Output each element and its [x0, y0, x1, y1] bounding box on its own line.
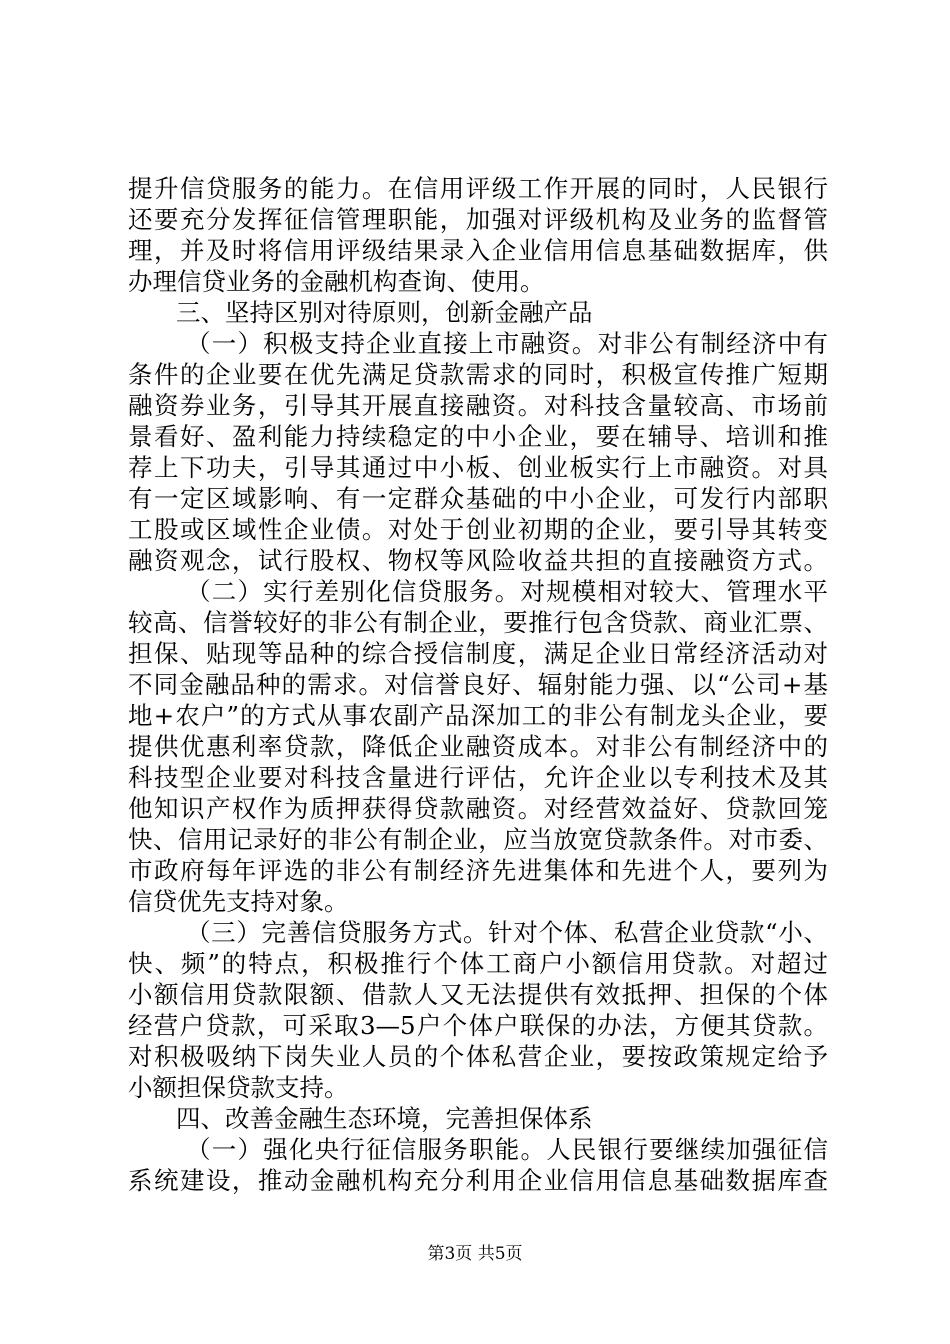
- text-line: （一）强化央行征信服务职能。人民银行要继续加强征信: [186, 1135, 828, 1164]
- text-line: 科技型企业要对科技含量进行评估，允许企业以专利技术及其: [128, 763, 828, 792]
- text-line: 提供优惠利率贷款，降低企业融资成本。对非公有制经济中的: [128, 732, 828, 761]
- text-line: 较高、信誉较好的非公有制企业，要推行包含贷款、商业汇票、: [128, 608, 828, 637]
- text-line: 荐上下功夫，引导其通过中小板、创业板实行上市融资。对具: [128, 453, 828, 482]
- text-line: 系统建设，推动金融机构充分利用企业信用信息基础数据库查: [128, 1166, 828, 1195]
- text-line: 提升信贷服务的能力。在信用评级工作开展的同时，人民银行: [128, 174, 828, 203]
- document-body: [128, 173, 828, 1196]
- text-line: 不同金融品种的需求。对信誉良好、辐射能力强、以“公司+基: [128, 670, 828, 699]
- text-line: 四、改善金融生态环境，完善担保体系: [176, 1104, 593, 1133]
- page-footer: [0, 1243, 950, 1265]
- text-line: 信贷优先支持对象。: [128, 887, 349, 916]
- text-line: 市政府每年评选的非公有制经济先进集体和先进个人，要列为: [128, 856, 828, 885]
- text-line: 三、坚持区别对待原则，创新金融产品: [176, 298, 593, 327]
- text-line: 工股或区域性企业债。对处于创业初期的企业，要引导其转变: [128, 515, 828, 544]
- text-line: 融资观念，试行股权、物权等风险收益共担的直接融资方式。: [128, 546, 828, 575]
- text-line: （三）完善信贷服务方式。针对个体、私营企业贷款“小、: [186, 918, 828, 947]
- text-line: 担保、贴现等品种的综合授信制度，满足企业日常经济活动对: [128, 639, 828, 668]
- text-line: 小额担保贷款支持。: [128, 1073, 349, 1102]
- text-line: 他知识产权作为质押获得贷款融资。对经营效益好、贷款回笼: [128, 794, 828, 823]
- text-line: 小额信用贷款限额、借款人又无法提供有效抵押、担保的个体: [128, 980, 828, 1009]
- text-line: 融资券业务，引导其开展直接融资。对科技含量较高、市场前: [128, 391, 828, 420]
- text-line: 地+农户”的方式从事农副产品深加工的非公有制龙头企业，要: [128, 701, 828, 730]
- text-line: 条件的企业要在优先满足贷款需求的同时，积极宣传推广短期: [128, 360, 828, 389]
- text-line: 景看好、盈利能力持续稳定的中小企业，要在辅导、培训和推: [128, 422, 828, 451]
- text-line: 办理信贷业务的金融机构查询、使用。: [128, 267, 545, 296]
- page-number-label: 第3页 共5页: [427, 1244, 523, 1264]
- text-line: 快、信用记录好的非公有制企业，应当放宽贷款条件。对市委、: [128, 825, 828, 854]
- text-line: 经营户贷款，可采取3—5户个体户联保的办法，方便其贷款。: [128, 1011, 828, 1040]
- text-line: 有一定区域影响、有一定群众基础的中小企业，可发行内部职: [128, 484, 828, 513]
- text-line: 还要充分发挥征信管理职能，加强对评级机构及业务的监督管: [128, 205, 828, 234]
- text-line: 快、频”的特点，积极推行个体工商户小额信用贷款。对超过: [128, 949, 828, 978]
- text-line: （一）积极支持企业直接上市融资。对非公有制经济中有: [186, 329, 828, 358]
- text-line: 对积极吸纳下岗失业人员的个体私营企业，要按政策规定给予: [128, 1042, 828, 1071]
- text-line: 理，并及时将信用评级结果录入企业信用信息基础数据库，供: [128, 236, 828, 265]
- text-line: （二）实行差别化信贷服务。对规模相对较大、管理水平: [186, 577, 828, 606]
